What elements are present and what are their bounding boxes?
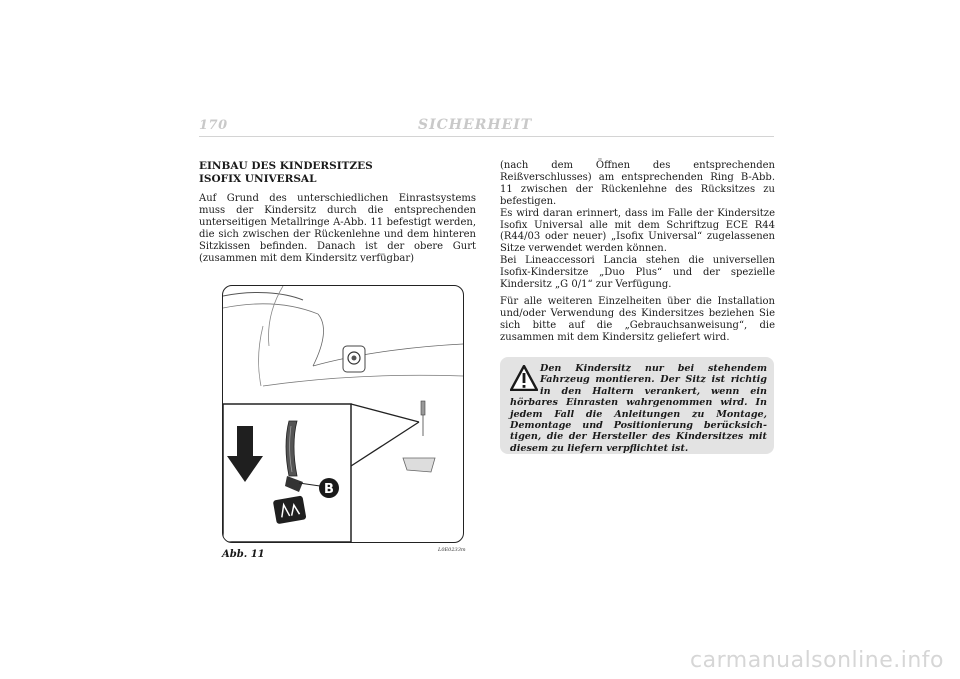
- warning-text: Den Kindersitz nur bei stehendem Fahrzeug montieren. Der Sitz ist richtig in den Haltern verankert, wenn ein hörbares Einrasten wahrgenommen wird. In jedem Fall die Anleitungen zu Montage, Demontage und Positionierung berücksichtigen, die der Hersteller des Kindersitzes mit diesem zu liefern verpflichtet ist.: [510, 363, 767, 454]
- watermark: carmanualsonline.info: [690, 648, 944, 673]
- figure-caption: Abb. 11: [222, 549, 265, 560]
- paragraph-ece-r44: Es wird daran erinnert, dass im Falle der Kindersitze Isofix Universal alle mit dem Schriftzug ECE R44 (R44/03 oder neuer) „Isofix Universal“ zugelassenen Sitze verwendet werden können.: [500, 207, 775, 255]
- callout-b-label: B: [324, 482, 334, 497]
- right-column: [500, 160, 775, 344]
- header-divider: [199, 136, 774, 137]
- page-number: 170: [199, 118, 228, 133]
- heading-line-2: ISOFIX UNIVERSAL: [199, 173, 317, 185]
- isofix-figure: [222, 285, 464, 543]
- warning-text-block: [510, 363, 767, 454]
- left-column: [199, 160, 476, 264]
- heading-line-1: EINBAU DES KINDERSITZES: [199, 160, 373, 172]
- paragraph-continuation: (nach dem Öffnen des entsprechenden Reißverschlusses) am entsprechenden Ring B-Abb. 11 zwischen der Rückenlehne des Rücksitzes zu befestigen.: [500, 160, 775, 207]
- intro-paragraph: Auf Grund des unterschiedlichen Einrastsystems muss der Kindersitz durch die entsprechenden unterseitigen Metallringe A-Abb. 11 befestigt werden, die sich zwischen der Rückenlehne und dem hinteren Sitzkissen befinden. Danach ist der obere Gurt (zusammen mit dem Kindersitz verfügbar): [199, 193, 476, 264]
- isofix-illustration: [223, 286, 463, 542]
- warning-box: [500, 357, 774, 454]
- section-heading: [199, 160, 476, 186]
- paragraph-lineaccessori: Bei Lineaccessori Lancia stehen die universellen Isofix-Kindersitze „Duo Plus“ und der spezielle Kindersitz „G 0/1“ zur Verfügung.: [500, 255, 775, 291]
- figure-code: L0E0233m: [438, 547, 466, 553]
- section-title: SICHERHEIT: [418, 117, 533, 133]
- paragraph-further-details: Für alle weiteren Einzelheiten über die Installation und/oder Verwendung des Kindersitzes beziehen Sie sich bitte auf die „Gebrauchsanweisung“, die zusammen mit dem Kindersitz geliefert wird.: [500, 295, 775, 343]
